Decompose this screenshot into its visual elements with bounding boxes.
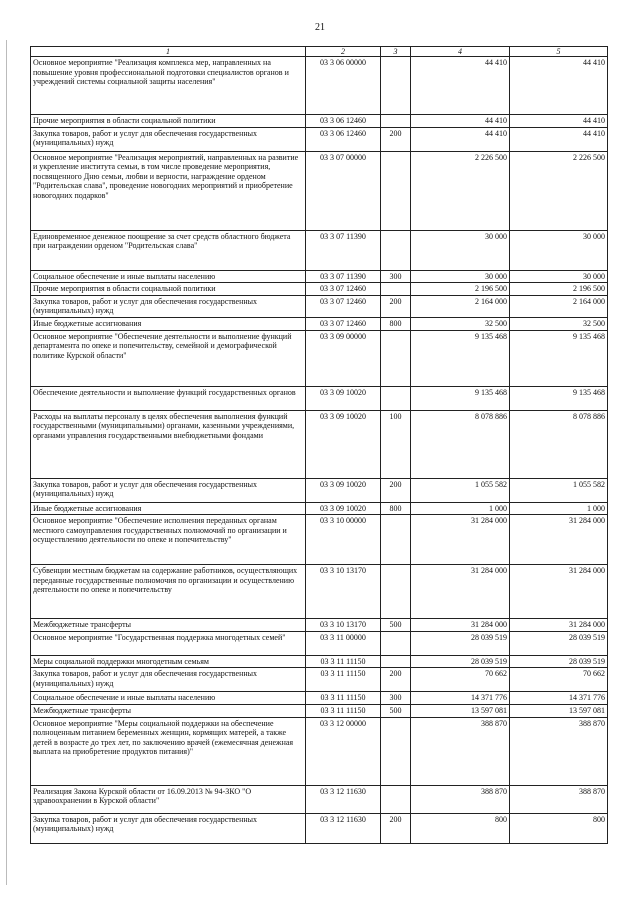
row-code-cell: 03 3 12 11630	[306, 785, 381, 813]
row-expense-type-cell	[381, 330, 411, 386]
row-code-cell: 03 3 11 11150	[306, 692, 381, 705]
row-code-cell: 03 3 07 00000	[306, 151, 381, 230]
row-expense-type-cell	[381, 386, 411, 410]
row-code-cell: 03 3 10 13170	[306, 565, 381, 619]
row-name-cell: Закупка товаров, работ и услуг для обеспечения государственных (муниципальных) нужд	[31, 668, 306, 692]
row-expense-type-cell: 300	[381, 270, 411, 283]
row-amount-1-cell: 31 284 000	[411, 619, 510, 632]
row-code-cell: 03 3 09 10020	[306, 410, 381, 478]
row-expense-type-cell: 200	[381, 813, 411, 843]
row-name-cell: Закупка товаров, работ и услуг для обеспечения государственных (муниципальных) нужд	[31, 478, 306, 502]
table-row	[31, 668, 608, 692]
row-code-cell: 03 3 09 10020	[306, 386, 381, 410]
row-amount-1-cell: 2 226 500	[411, 151, 510, 230]
row-code-cell: 03 3 07 12460	[306, 295, 381, 317]
row-amount-1-cell: 28 039 519	[411, 631, 510, 655]
row-code-cell: 03 3 12 00000	[306, 717, 381, 785]
row-expense-type-cell: 200	[381, 478, 411, 502]
row-name-cell: Закупка товаров, работ и услуг для обеспечения государственных (муниципальных) нужд	[31, 127, 306, 151]
row-code-cell: 03 3 09 00000	[306, 330, 381, 386]
column-header-code: 2	[306, 47, 381, 57]
row-name-cell: Основное мероприятие "Реализация мероприятий, направленных на развитие и укрепление института семьи, в том числе проведение мероприятия, посвященного Дню семьи, любви и верности, награждение орденом "Родительская слава", проведение новогодних мероприятий и приобретение новогодних подарков"	[31, 151, 306, 230]
row-expense-type-cell: 500	[381, 619, 411, 632]
table-row	[31, 692, 608, 705]
table-row	[31, 704, 608, 717]
row-expense-type-cell: 100	[381, 410, 411, 478]
row-code-cell: 03 3 11 11150	[306, 655, 381, 668]
table-row	[31, 515, 608, 565]
page-number: 21	[315, 22, 325, 33]
row-name-cell: Меры социальной поддержки многодетным семьям	[31, 655, 306, 668]
column-header-amount-1: 4	[411, 47, 510, 57]
row-code-cell: 03 3 11 00000	[306, 631, 381, 655]
table-row	[31, 127, 608, 151]
row-name-cell: Иные бюджетные ассигнования	[31, 502, 306, 515]
budget-table	[30, 46, 608, 844]
table-row	[31, 57, 608, 115]
row-name-cell: Субвенции местным бюджетам на содержание работников, осуществляющих переданные государственные полномочия по организации и осуществлению деятельности по опеке и попечительству	[31, 565, 306, 619]
row-name-cell: Прочие мероприятия в области социальной политики	[31, 115, 306, 128]
row-code-cell: 03 3 07 11390	[306, 270, 381, 283]
table-row	[31, 478, 608, 502]
row-code-cell: 03 3 10 13170	[306, 619, 381, 632]
row-expense-type-cell	[381, 57, 411, 115]
row-name-cell: Прочие мероприятия в области социальной политики	[31, 283, 306, 296]
table-row	[31, 655, 608, 668]
table-row	[31, 619, 608, 632]
row-expense-type-cell	[381, 785, 411, 813]
row-expense-type-cell	[381, 115, 411, 128]
row-code-cell: 03 3 06 00000	[306, 57, 381, 115]
row-amount-1-cell: 8 078 886	[411, 410, 510, 478]
row-amount-1-cell: 1 055 582	[411, 478, 510, 502]
row-amount-1-cell: 2 164 000	[411, 295, 510, 317]
table-row	[31, 410, 608, 478]
row-amount-2-cell: 388 870	[510, 785, 608, 813]
row-code-cell: 03 3 12 11630	[306, 813, 381, 843]
table-row	[31, 330, 608, 386]
table-row	[31, 631, 608, 655]
table-row	[31, 230, 608, 270]
row-amount-1-cell: 800	[411, 813, 510, 843]
row-amount-2-cell: 388 870	[510, 717, 608, 785]
row-amount-1-cell: 44 410	[411, 115, 510, 128]
row-expense-type-cell	[381, 283, 411, 296]
row-amount-2-cell: 44 410	[510, 115, 608, 128]
row-expense-type-cell	[381, 631, 411, 655]
table-row	[31, 283, 608, 296]
row-amount-2-cell: 31 284 000	[510, 565, 608, 619]
row-amount-2-cell: 30 000	[510, 270, 608, 283]
row-expense-type-cell	[381, 515, 411, 565]
row-name-cell: Основное мероприятие "Государственная поддержка многодетных семей"	[31, 631, 306, 655]
row-name-cell: Межбюджетные трансферты	[31, 704, 306, 717]
row-amount-2-cell: 28 039 519	[510, 631, 608, 655]
row-amount-2-cell: 70 662	[510, 668, 608, 692]
row-name-cell: Единовременное денежное поощрение за счет средств областного бюджета при награждении орденом "Родительская слава"	[31, 230, 306, 270]
row-code-cell: 03 3 09 10020	[306, 502, 381, 515]
table-header-row	[31, 47, 608, 57]
row-code-cell: 03 3 10 00000	[306, 515, 381, 565]
table-row	[31, 717, 608, 785]
row-amount-2-cell: 8 078 886	[510, 410, 608, 478]
row-name-cell: Закупка товаров, работ и услуг для обеспечения государственных (муниципальных) нужд	[31, 813, 306, 843]
row-expense-type-cell	[381, 655, 411, 668]
table-row	[31, 565, 608, 619]
table-row	[31, 502, 608, 515]
table-row	[31, 317, 608, 330]
row-amount-2-cell: 30 000	[510, 230, 608, 270]
column-header-amount-2: 5	[510, 47, 608, 57]
row-expense-type-cell: 500	[381, 704, 411, 717]
row-amount-1-cell: 30 000	[411, 270, 510, 283]
row-name-cell: Реализация Закона Курской области от 16.09.2013 № 94-ЗКО "О здравоохранении в Курской области"	[31, 785, 306, 813]
table-row	[31, 115, 608, 128]
row-code-cell: 03 3 07 11390	[306, 230, 381, 270]
row-amount-1-cell: 9 135 468	[411, 386, 510, 410]
row-amount-1-cell: 31 284 000	[411, 565, 510, 619]
row-expense-type-cell	[381, 151, 411, 230]
row-code-cell: 03 3 06 12460	[306, 127, 381, 151]
row-amount-2-cell: 14 371 776	[510, 692, 608, 705]
row-amount-2-cell: 2 196 500	[510, 283, 608, 296]
row-amount-1-cell: 28 039 519	[411, 655, 510, 668]
row-amount-2-cell: 9 135 468	[510, 330, 608, 386]
row-amount-1-cell: 70 662	[411, 668, 510, 692]
row-name-cell: Социальное обеспечение и иные выплаты населению	[31, 692, 306, 705]
row-name-cell: Обеспечение деятельности и выполнение функций государственных органов	[31, 386, 306, 410]
row-name-cell: Социальное обеспечение и иные выплаты населению	[31, 270, 306, 283]
row-code-cell: 03 3 07 12460	[306, 317, 381, 330]
row-amount-2-cell: 800	[510, 813, 608, 843]
row-amount-1-cell: 1 000	[411, 502, 510, 515]
row-expense-type-cell: 300	[381, 692, 411, 705]
row-amount-2-cell: 9 135 468	[510, 386, 608, 410]
row-name-cell: Закупка товаров, работ и услуг для обеспечения государственных (муниципальных) нужд	[31, 295, 306, 317]
row-name-cell: Расходы на выплаты персоналу в целях обеспечения выполнения функций государственными (муниципальными) органами, казенными учреждениями, органами управления государственными внебюджетными фондами	[31, 410, 306, 478]
column-header-name: 1	[31, 47, 306, 57]
row-amount-1-cell: 44 410	[411, 57, 510, 115]
table-row	[31, 270, 608, 283]
row-amount-1-cell: 388 870	[411, 785, 510, 813]
row-amount-1-cell: 32 500	[411, 317, 510, 330]
row-amount-1-cell: 30 000	[411, 230, 510, 270]
row-code-cell: 03 3 09 10020	[306, 478, 381, 502]
row-amount-2-cell: 1 055 582	[510, 478, 608, 502]
row-amount-2-cell: 44 410	[510, 57, 608, 115]
row-amount-1-cell: 13 597 081	[411, 704, 510, 717]
row-amount-2-cell: 44 410	[510, 127, 608, 151]
row-amount-2-cell: 2 164 000	[510, 295, 608, 317]
page-margin-rule	[6, 40, 7, 885]
table-row	[31, 295, 608, 317]
row-amount-2-cell: 31 284 000	[510, 515, 608, 565]
row-amount-2-cell: 31 284 000	[510, 619, 608, 632]
row-name-cell: Основное мероприятие "Реализация комплекса мер, направленных на повышение уровня профессиональной подготовки специалистов органов и учреждений системы социальной защиты населения"	[31, 57, 306, 115]
table-row	[31, 785, 608, 813]
row-amount-1-cell: 2 196 500	[411, 283, 510, 296]
table-row	[31, 151, 608, 230]
row-expense-type-cell: 200	[381, 295, 411, 317]
row-expense-type-cell	[381, 230, 411, 270]
row-expense-type-cell	[381, 565, 411, 619]
row-name-cell: Межбюджетные трансферты	[31, 619, 306, 632]
row-amount-1-cell: 388 870	[411, 717, 510, 785]
row-amount-2-cell: 2 226 500	[510, 151, 608, 230]
row-expense-type-cell: 800	[381, 317, 411, 330]
row-code-cell: 03 3 07 12460	[306, 283, 381, 296]
row-expense-type-cell: 200	[381, 668, 411, 692]
row-name-cell: Основное мероприятие "Обеспечение исполнения переданных органам местного самоуправления государственных полномочий по организации и осуществлению деятельности по опеке и попечительству"	[31, 515, 306, 565]
row-name-cell: Основное мероприятие "Меры социальной поддержки на обеспечение полноценным питанием беременных женщин, кормящих матерей, а также детей в возрасте до трех лет, по заключению врачей (ежемесячная денежная выплата на приобретение продуктов питания)"	[31, 717, 306, 785]
row-amount-1-cell: 9 135 468	[411, 330, 510, 386]
table-body	[31, 57, 608, 844]
row-expense-type-cell: 200	[381, 127, 411, 151]
table-row	[31, 813, 608, 843]
row-amount-2-cell: 32 500	[510, 317, 608, 330]
row-amount-2-cell: 1 000	[510, 502, 608, 515]
row-name-cell: Иные бюджетные ассигнования	[31, 317, 306, 330]
row-amount-1-cell: 31 284 000	[411, 515, 510, 565]
row-code-cell: 03 3 11 11150	[306, 704, 381, 717]
row-code-cell: 03 3 06 12460	[306, 115, 381, 128]
table-row	[31, 386, 608, 410]
row-expense-type-cell: 800	[381, 502, 411, 515]
column-header-expense-type: 3	[381, 47, 411, 57]
row-amount-2-cell: 28 039 519	[510, 655, 608, 668]
row-expense-type-cell	[381, 717, 411, 785]
row-amount-1-cell: 44 410	[411, 127, 510, 151]
row-amount-2-cell: 13 597 081	[510, 704, 608, 717]
row-name-cell: Основное мероприятие "Обеспечение деятельности и выполнение функций департамента по опеке и попечительству, семейной и демографической политике Курской области"	[31, 330, 306, 386]
row-code-cell: 03 3 11 11150	[306, 668, 381, 692]
row-amount-1-cell: 14 371 776	[411, 692, 510, 705]
